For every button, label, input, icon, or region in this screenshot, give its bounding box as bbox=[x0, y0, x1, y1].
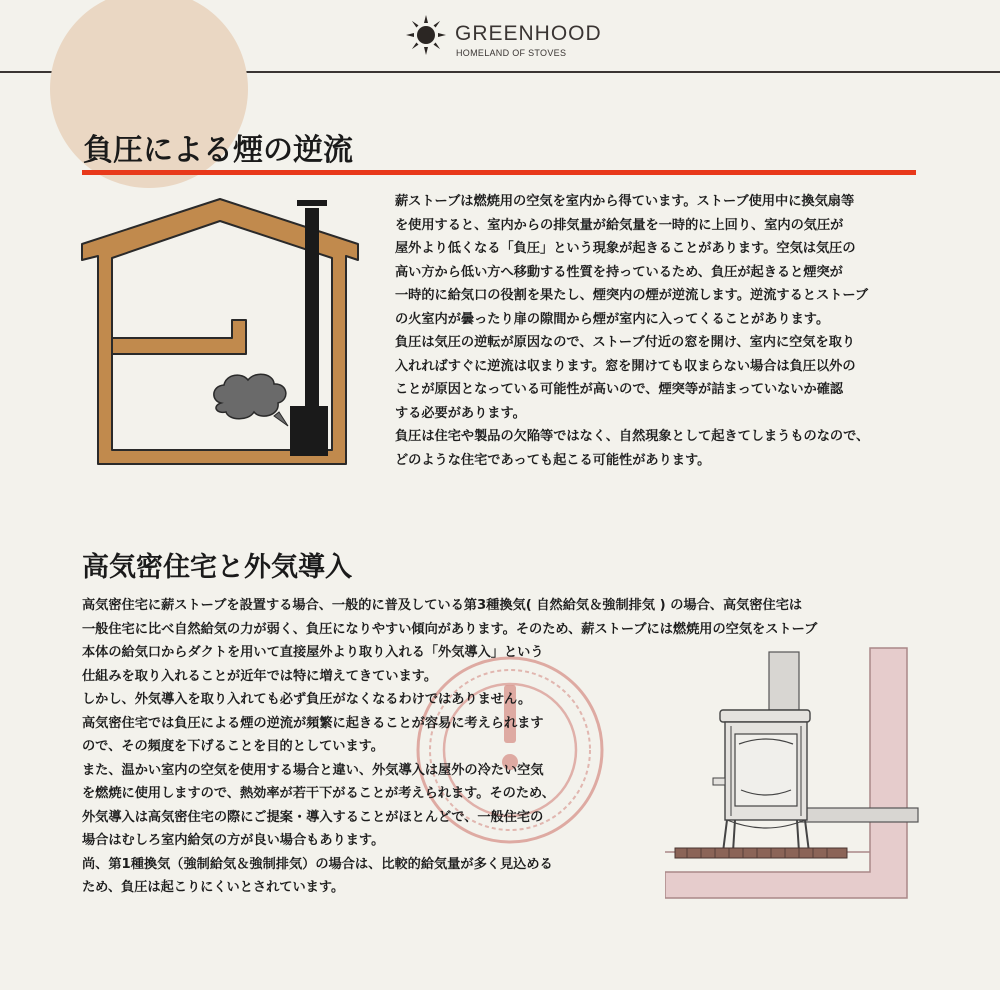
section2-title: 高気密住宅と外気導入 bbox=[82, 552, 352, 583]
body-line: しかし、外気導入を取り入れても必ず負圧がなくなるわけではありません。 bbox=[82, 692, 532, 707]
body-line: 高気密住宅に薪ストーブを設置する場合、一般的に普及している第3種換気( 自然給気＆強制排気 ) の場合、高気密住宅は bbox=[82, 598, 803, 613]
body-line: する必要があります。 bbox=[395, 405, 526, 421]
body-line: 仕組みを取り入れることが近年では特に増えてきています。 bbox=[82, 668, 438, 684]
body-line: ので、その頻度を下げることを目的としています。 bbox=[82, 739, 384, 754]
body-line: 一時的に給気口の役割を果たし、煙突内の煙が逆流します。逆流するとストーブ bbox=[395, 288, 869, 303]
body-line: ため、負圧は起こりにくいとされています。 bbox=[82, 880, 345, 895]
body-line: 負圧は住宅や製品の欠陥等ではなく、自然現象として起きてしまうものなので、 bbox=[395, 429, 870, 444]
section1-title: 負圧による煙の逆流 bbox=[83, 133, 353, 168]
sun-icon bbox=[405, 14, 447, 56]
body-line: の火室内が曇ったり扉の隙間から煙が室内に入ってくることがあります。 bbox=[395, 311, 830, 327]
body-line: また、温かい室内の空気を使用する場合と違い、外気導入は屋外の冷たい空気 bbox=[82, 762, 544, 778]
body-line: 入れればすぐに逆流は収まります。窓を開けても収まらない場合は負圧以外の bbox=[395, 358, 856, 374]
body-line: を使用すると、室内からの排気量が給気量を一時的に上回り、室内の気圧が bbox=[395, 217, 844, 233]
body-line: を燃焼に使用しますので、熱効率が若干下がることが考えられます。そのため、 bbox=[82, 786, 555, 801]
body-line: 外気導入は高気密住宅の際にご提案・導入することがほとんどで、一般住宅の bbox=[82, 809, 544, 825]
body-line: 尚、第1種換気（強制給気＆強制排気）の場合は、比較的給気量が多く見込める bbox=[82, 856, 553, 872]
body-line: 本体の給気口からダクトを用いて直接屋外より取り入れる「外気導入」という bbox=[82, 645, 544, 660]
title-underline bbox=[82, 170, 916, 175]
body-line: 高気密住宅では負圧による煙の逆流が頻繁に起きることが容易に考えられます bbox=[82, 715, 544, 731]
section2-body bbox=[82, 594, 922, 900]
body-line: どのような住宅であっても起こる可能性があります。 bbox=[395, 452, 711, 468]
body-line: 高い方から低い方へ移動する性質を持っているため、負圧が起きると煙突が bbox=[395, 264, 843, 280]
section1-body bbox=[395, 190, 925, 472]
brand-tagline: HOMELAND OF STOVES bbox=[456, 48, 567, 58]
body-line: 場合はむしろ室内給気の方が良い場合もあります。 bbox=[82, 833, 385, 848]
body-line: 一般住宅に比べ自然給気の力が弱く、負圧になりやすい傾向があります。そのため、薪ストーブには燃焼用の空気をストーブ bbox=[82, 621, 818, 637]
body-line: ことが原因となっている可能性が高いので、煙突等が詰まっていないか確認 bbox=[395, 382, 844, 397]
body-line: 薪ストーブは燃焼用の空気を室内から得ています。ストーブ使用中に換気扇等 bbox=[395, 194, 855, 209]
brand-name: GREENHOOD bbox=[455, 22, 602, 45]
body-line: 負圧は気圧の逆転が原因なので、ストーブ付近の窓を開け、室内に空気を取り bbox=[395, 335, 856, 350]
body-line: 屋外より低くなる「負圧」という現象が起きることがあります。空気は気圧の bbox=[395, 241, 856, 256]
house-stove-smoke-icon bbox=[76, 188, 376, 478]
